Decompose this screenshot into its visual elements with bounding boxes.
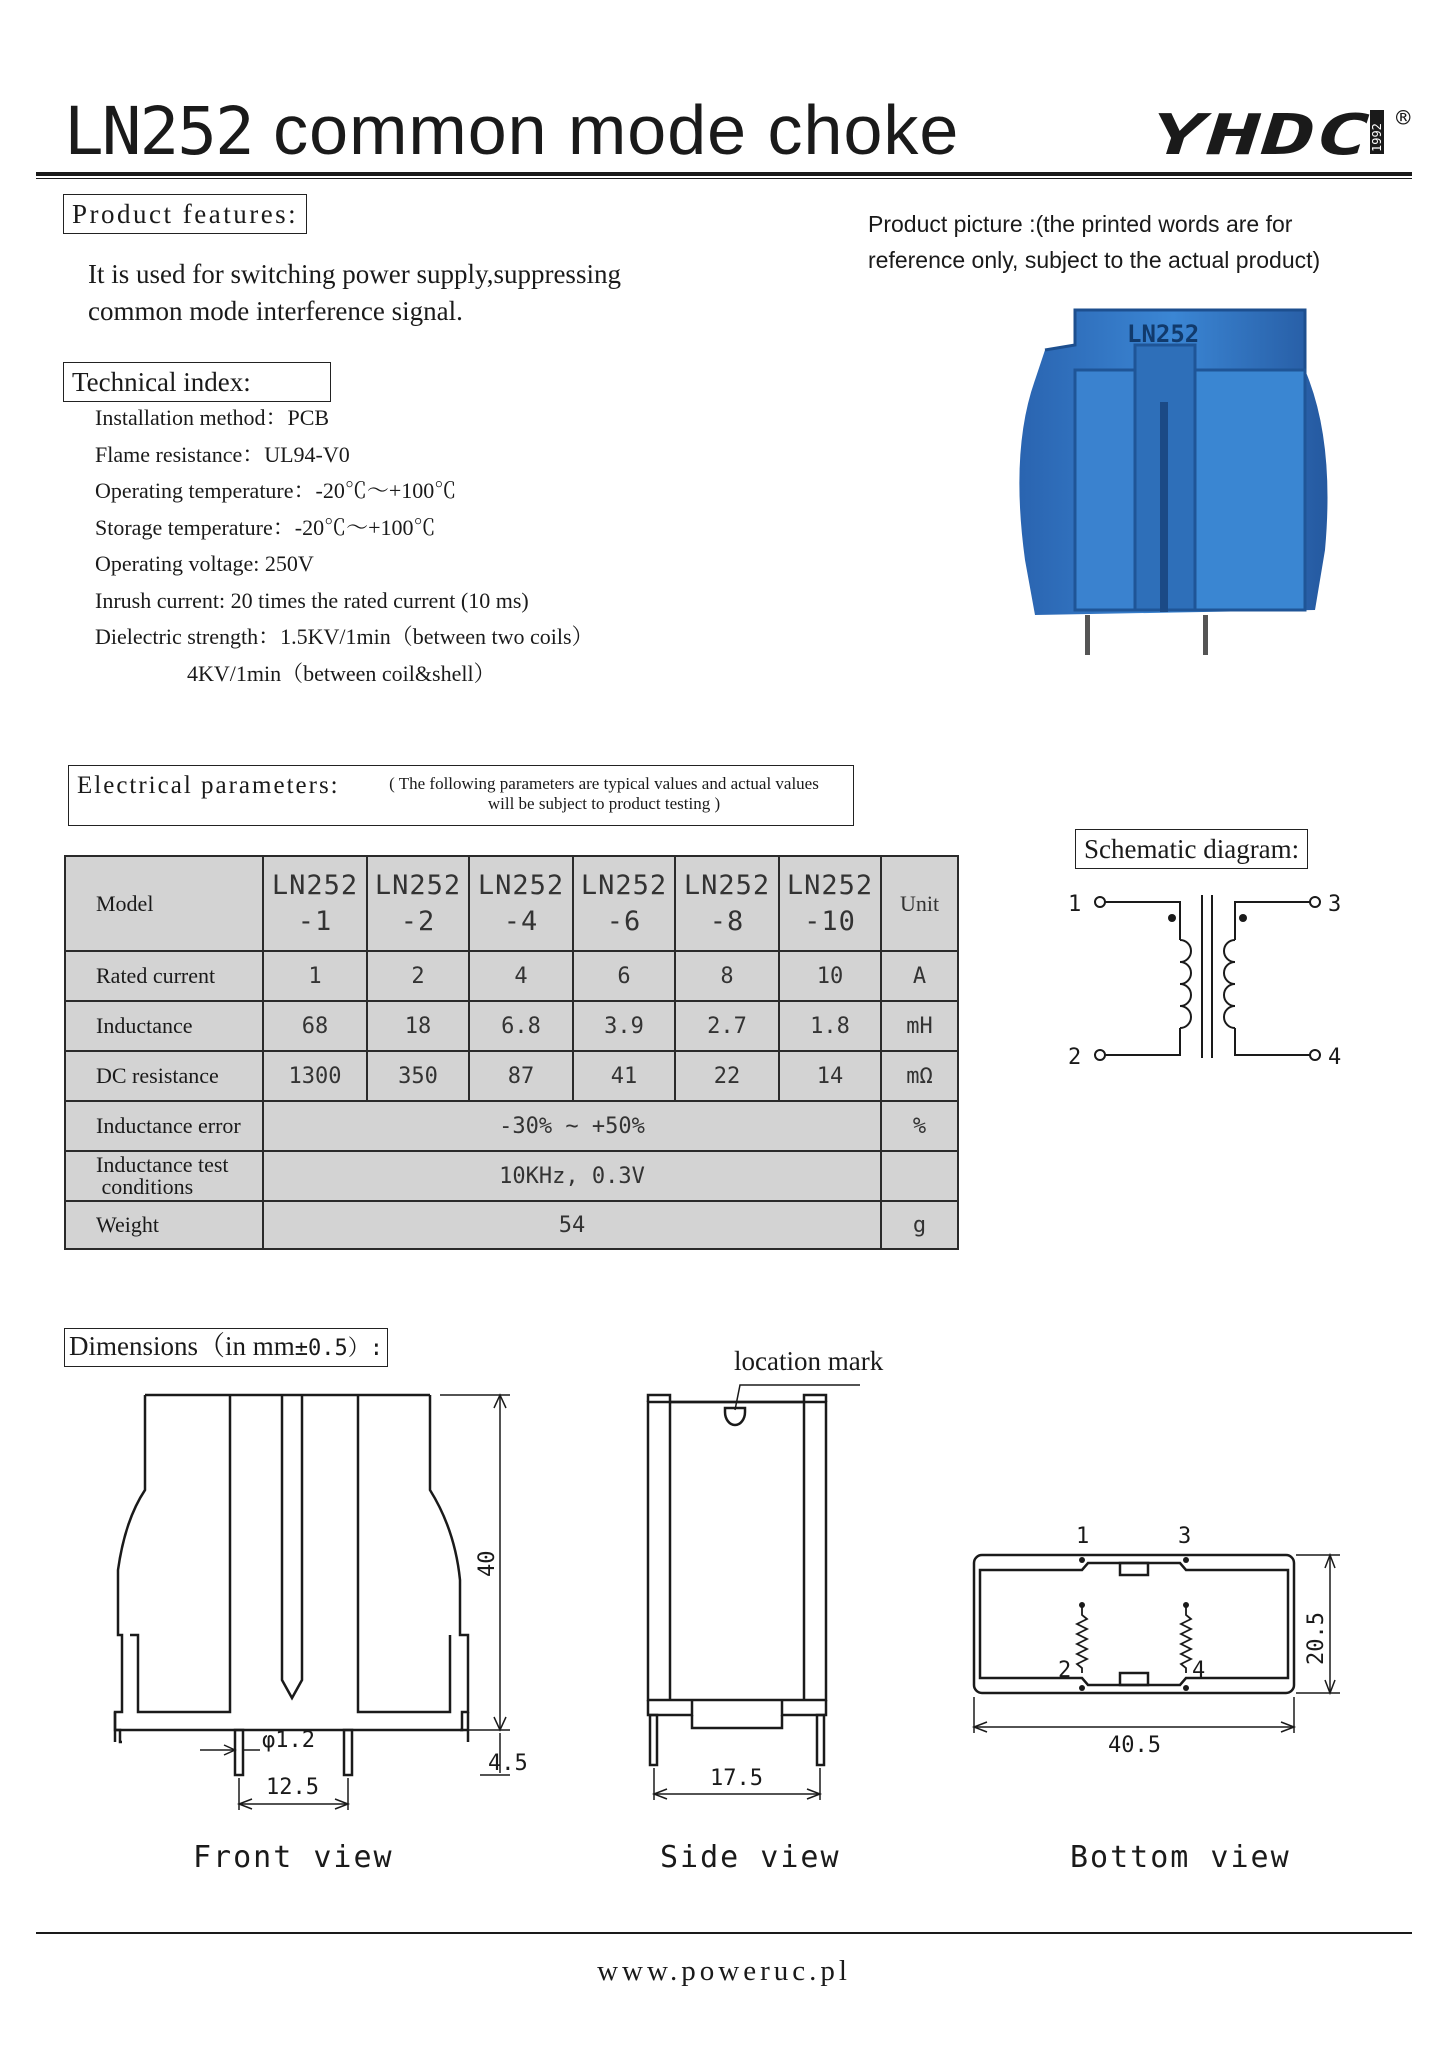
spec-inrush-current: Inrush current: 20 times the rated current (10 ms) (95, 587, 529, 613)
dimensions-tolerance: ±0.5）: (294, 1336, 383, 1361)
dim-bottom-width: 40.5 (1108, 1733, 1161, 1758)
model-suffix: -1 (297, 905, 333, 937)
logo-year: 1992 (1370, 123, 1384, 152)
table-row (65, 1201, 958, 1249)
table-cell: 10KHz, 0.3V (263, 1151, 881, 1201)
pin-label: 2 (1068, 1045, 1082, 1070)
table-cell: 2 (367, 951, 469, 1001)
front-view-caption: Front view (193, 1840, 394, 1875)
dimensions-label (64, 1328, 388, 1367)
table-cell: 41 (573, 1051, 675, 1101)
model-label: Model (65, 856, 263, 951)
table-cell: 3.9 (573, 1001, 675, 1051)
schematic-diagram (1060, 880, 1360, 1070)
page-title (64, 90, 959, 172)
header-rule-thin (36, 178, 1412, 179)
unit-cell: g (881, 1201, 958, 1249)
picture-caption (868, 206, 1388, 278)
electrical-note-line-2: will be subject to product testing ) (487, 794, 721, 813)
table-row (65, 1051, 958, 1101)
features-text (88, 256, 621, 330)
bottom-view-caption: Bottom view (1070, 1840, 1291, 1875)
table-cell: 14 (779, 1051, 881, 1101)
footer-url[interactable]: www.poweruc.pl (597, 1955, 851, 1987)
unit-label: Unit (881, 856, 958, 951)
electrical-note (359, 774, 849, 814)
unit-cell: % (881, 1101, 958, 1151)
dim-pin-pitch: 12.5 (266, 1775, 319, 1800)
parameter-table (64, 855, 959, 1250)
row-label: Rated current (65, 951, 263, 1001)
dim-pin-diameter: φ1.2 (262, 1728, 315, 1753)
bottom-pin-label: 4 (1192, 1658, 1206, 1683)
electrical-label-box (68, 765, 854, 826)
side-view-drawing (630, 1380, 860, 1810)
yhdc-logo (1150, 102, 1420, 162)
table-row (65, 1001, 958, 1051)
registered-mark: ® (1396, 104, 1411, 132)
spec-dielectric: Dielectric strength：1.5KV/1min（between two coils） (95, 624, 594, 649)
picture-caption-line-1: Product picture :(the printed words are for (868, 211, 1293, 237)
bottom-pin-label: 2 (1058, 1658, 1072, 1683)
electrical-label: Electrical parameters: (77, 772, 340, 799)
model-suffix: -2 (400, 905, 436, 937)
table-cell: 6.8 (469, 1001, 573, 1051)
model-suffix: -4 (503, 905, 539, 937)
table-cell: 4 (469, 951, 573, 1001)
table-row (65, 951, 958, 1001)
row-label: Inductance (65, 1001, 263, 1051)
model-name: LN252 (374, 869, 462, 901)
model-cell (573, 856, 675, 951)
model-name: LN252 (580, 869, 668, 901)
features-line-2: common mode interference signal. (88, 296, 463, 326)
pin-label: 4 (1328, 1045, 1342, 1070)
bottom-view-drawing (960, 1515, 1355, 1775)
electrical-note-line-1: ( The following parameters are typical values and actual values (389, 774, 819, 793)
table-cell: 1.8 (779, 1001, 881, 1051)
table-cell: 1300 (263, 1051, 367, 1101)
spec-dielectric-shell: 4KV/1min（between coil&shell） (187, 660, 496, 686)
table-cell: 1 (263, 951, 367, 1001)
row-label-line: conditions (96, 1174, 194, 1199)
model-cell (263, 856, 367, 951)
spec-installation: Installation method：PCB (95, 405, 330, 430)
spec-flame: Flame resistance：UL94-V0 (95, 441, 350, 467)
dimensions-label-text: Dimensions（in mm (69, 1331, 295, 1361)
table-cell: 2.7 (675, 1001, 779, 1051)
title-model: LN252 (64, 93, 253, 170)
picture-caption-line-2: reference only, subject to the actual product) (868, 247, 1321, 273)
table-cell: 8 (675, 951, 779, 1001)
table-row (65, 1151, 958, 1201)
model-name: LN252 (477, 869, 565, 901)
model-name: LN252 (271, 869, 359, 901)
product-photo (1005, 290, 1335, 660)
dim-side-width: 17.5 (710, 1766, 763, 1791)
table-cell: 350 (367, 1051, 469, 1101)
features-label: Product features: (63, 194, 307, 234)
model-name: LN252 (683, 869, 771, 901)
model-cell (779, 856, 881, 951)
bottom-pin-label: 3 (1178, 1524, 1192, 1549)
unit-cell: mH (881, 1001, 958, 1051)
model-cell (367, 856, 469, 951)
table-row (65, 1101, 958, 1151)
table-cell: 68 (263, 1001, 367, 1051)
table-cell: 54 (263, 1201, 881, 1249)
bottom-pin-label: 1 (1076, 1524, 1090, 1549)
row-label: Weight (65, 1201, 263, 1249)
pin-label: 3 (1328, 892, 1342, 917)
dim-pin-length: 4.5 (488, 1751, 528, 1776)
row-label: DC resistance (65, 1051, 263, 1101)
model-suffix: -6 (606, 905, 642, 937)
technical-list (95, 400, 594, 692)
unit-cell (881, 1151, 958, 1201)
spec-storage-temp: Storage temperature：-20℃～+100℃ (95, 514, 436, 540)
part-marking: LN252 (1127, 320, 1200, 348)
location-mark-label: location mark (734, 1346, 884, 1376)
row-label (65, 1151, 263, 1201)
pin-label: 1 (1068, 892, 1082, 917)
unit-cell: mΩ (881, 1051, 958, 1101)
technical-label: Technical index: (63, 362, 331, 402)
schematic-label: Schematic diagram: (1075, 829, 1308, 869)
table-cell: 22 (675, 1051, 779, 1101)
model-suffix: -8 (709, 905, 745, 937)
dim-bottom-height: 20.5 (1304, 1612, 1329, 1665)
row-label-line: Inductance test (96, 1152, 229, 1177)
footer-rule (36, 1932, 1412, 1934)
row-label: Inductance error (65, 1101, 263, 1151)
table-cell: 6 (573, 951, 675, 1001)
unit-cell: A (881, 951, 958, 1001)
table-cell: 87 (469, 1051, 573, 1101)
front-view-drawing (100, 1380, 560, 1810)
logo-text: YHDC (1152, 103, 1371, 162)
model-suffix: -10 (804, 905, 856, 937)
features-line-1: It is used for switching power supply,suppressing (88, 259, 621, 289)
dim-height: 40 (475, 1550, 500, 1577)
model-cell (469, 856, 573, 951)
table-cell: 10 (779, 951, 881, 1001)
model-cell (675, 856, 779, 951)
table-row-model (65, 856, 958, 951)
table-cell: 18 (367, 1001, 469, 1051)
spec-operating-temp: Operating temperature：-20℃～+100℃ (95, 478, 457, 503)
table-cell: -30% ~ +50% (263, 1101, 881, 1151)
spec-operating-voltage: Operating voltage: 250V (95, 551, 314, 576)
model-name: LN252 (786, 869, 874, 901)
header-rule (36, 172, 1412, 176)
title-text: common mode choke (252, 91, 960, 169)
side-view-caption: Side view (660, 1840, 841, 1875)
